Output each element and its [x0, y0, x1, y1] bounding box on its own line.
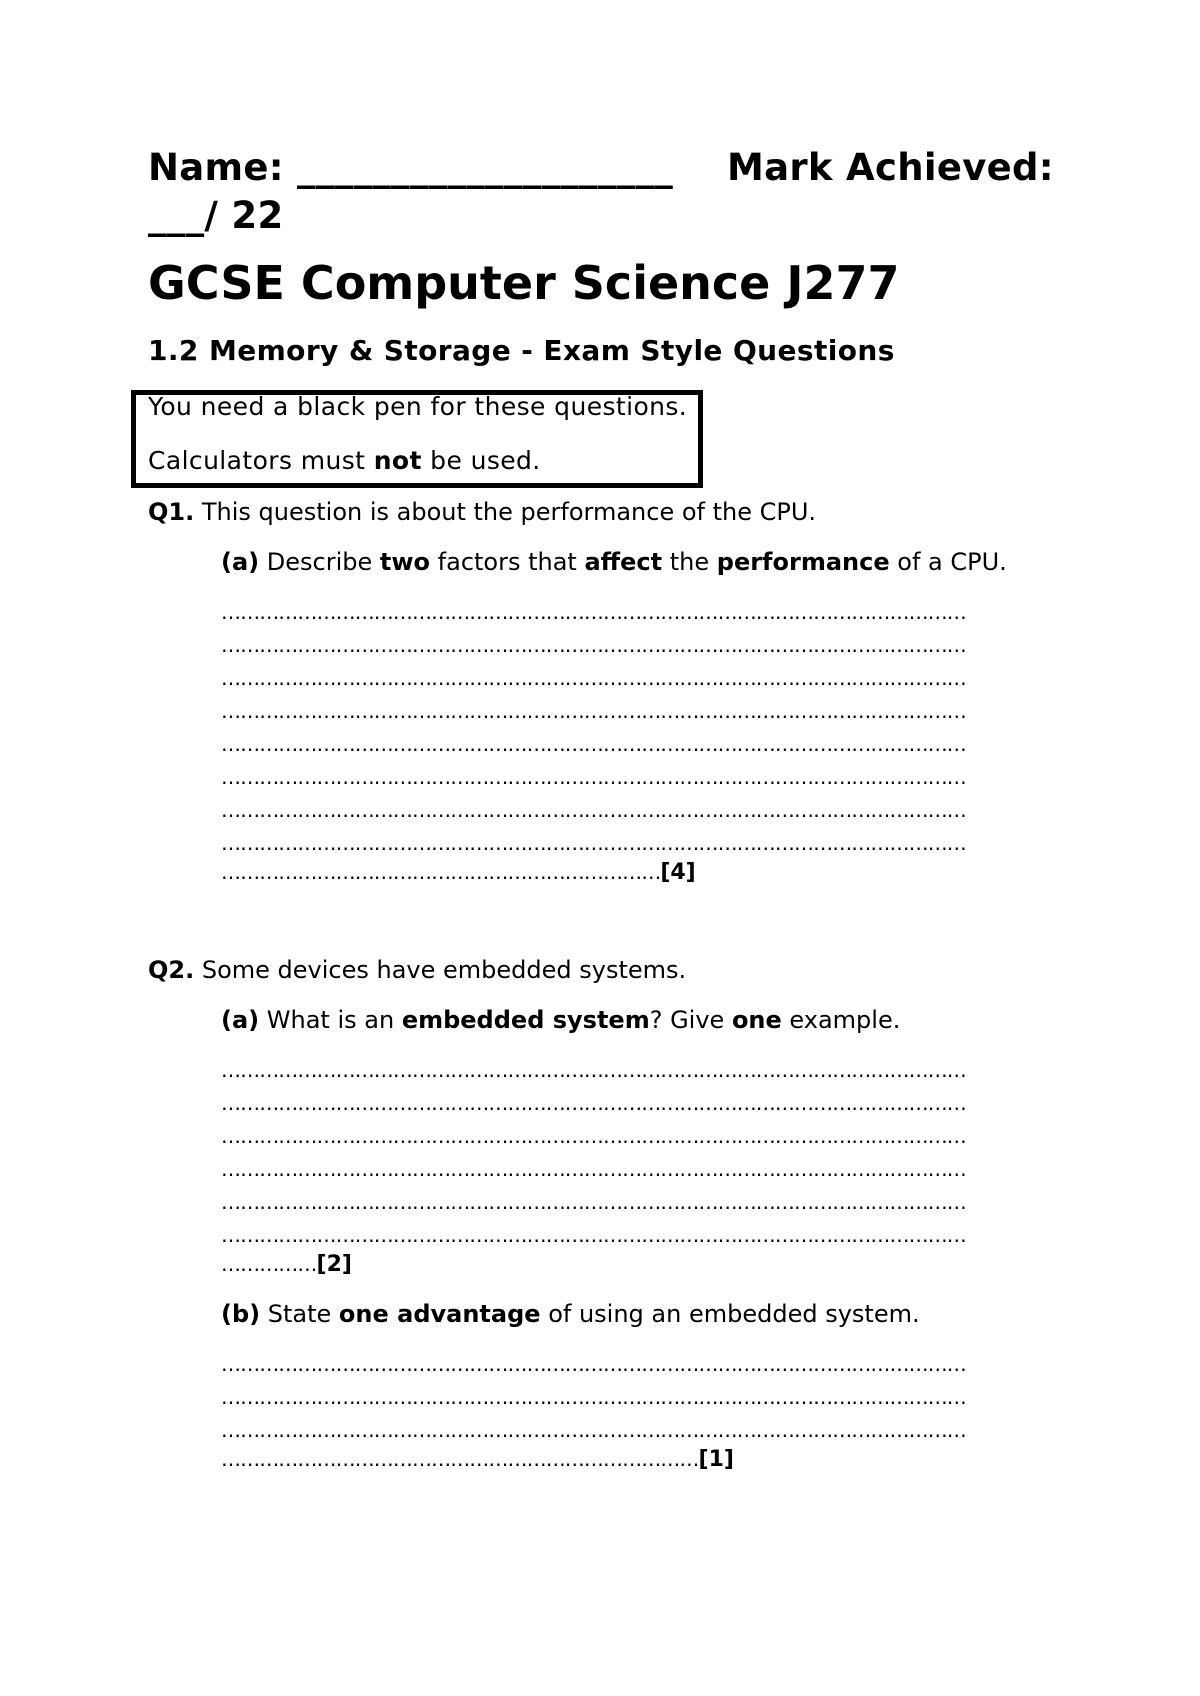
answer-line-final[interactable]: ……………[2]	[221, 1252, 352, 1277]
answer-line[interactable]: ………………………………………………………………………………………………………	[221, 1124, 966, 1148]
answer-line[interactable]: ………………………………………………………………………………………………………	[221, 831, 966, 855]
answer-line[interactable]: ………………………………………………………………………………………………………	[221, 600, 966, 624]
page-subtitle: 1.2 Memory & Storage - Exam Style Questions	[148, 334, 895, 367]
answer-line[interactable]: ………………………………………………………………………………………………………	[221, 732, 966, 756]
answer-line[interactable]: ………………………………………………………………………………………………………	[221, 1058, 966, 1082]
answer-line[interactable]: ………………………………………………………………………………………………………	[221, 1418, 966, 1442]
name-field-label: Name: ____________________	[148, 146, 674, 189]
answer-line[interactable]: ………………………………………………………………………………………………………	[221, 666, 966, 690]
instruction-calculators: Calculators must not be used.	[148, 446, 541, 475]
marks-badge: [2]	[316, 1252, 352, 1277]
question-2a: (a) What is an embedded system? Give one example.	[221, 1006, 901, 1034]
answer-line[interactable]: ………………………………………………………………………………………………………	[221, 765, 966, 789]
mark-achieved-label: Mark Achieved:	[727, 146, 1054, 189]
marks-badge: [4]	[660, 860, 696, 885]
page-title: GCSE Computer Science J277	[148, 256, 900, 310]
question-2: Q2. Some devices have embedded systems.	[148, 956, 687, 984]
answer-line[interactable]: ………………………………………………………………………………………………………	[221, 1091, 966, 1115]
answer-line[interactable]: ………………………………………………………………………………………………………	[221, 633, 966, 657]
question-1a: (a) Describe two factors that affect the performance of a CPU.	[221, 548, 1007, 576]
answer-line[interactable]: ………………………………………………………………………………………………………	[221, 1352, 966, 1376]
answer-line[interactable]: ………………………………………………………………………………………………………	[221, 798, 966, 822]
marks-badge: [1]	[698, 1447, 734, 1472]
answer-line[interactable]: ………………………………………………………………………………………………………	[221, 1157, 966, 1181]
answer-line[interactable]: ………………………………………………………………………………………………………	[221, 1385, 966, 1409]
answer-line[interactable]: ………………………………………………………………………………………………………	[221, 699, 966, 723]
answer-line[interactable]: ………………………………………………………………………………………………………	[221, 1190, 966, 1214]
answer-line-final[interactable]: ……………………………………………………………[4]	[221, 860, 696, 885]
question-2b: (b) State one advantage of using an embedded system.	[221, 1300, 920, 1328]
answer-line-final[interactable]: …………………………………………………………………[1]	[221, 1447, 734, 1472]
question-1: Q1. This question is about the performance of the CPU.	[148, 498, 817, 526]
answer-line[interactable]: ………………………………………………………………………………………………………	[221, 1223, 966, 1247]
score-line: ___/ 22	[148, 194, 284, 237]
instruction-black-pen: You need a black pen for these questions.	[148, 392, 688, 421]
